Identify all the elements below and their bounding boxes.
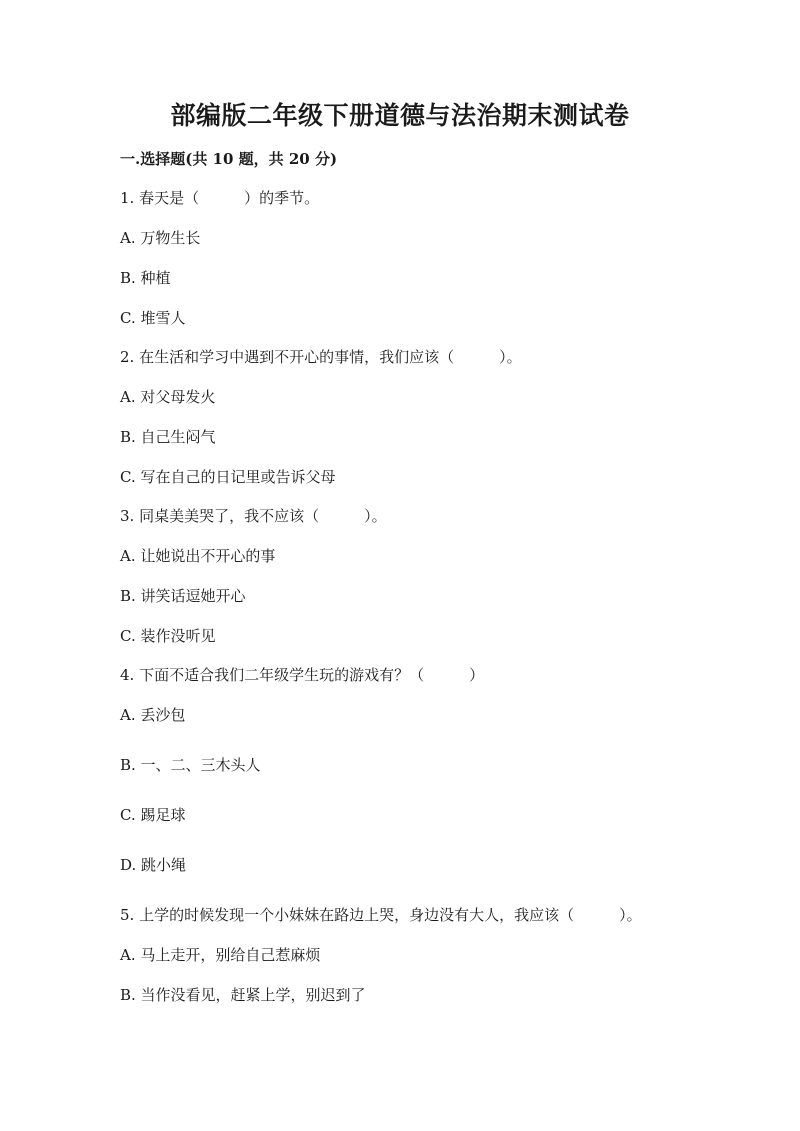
question-3-option-b: B. 讲笑话逗她开心 (120, 587, 246, 605)
question-2-option-b: B. 自己生闷气 (120, 428, 216, 446)
question-4-option-b: B. 一、二、三木头人 (120, 756, 261, 774)
question-2-option-c: C. 写在自己的日记里或告诉父母 (120, 468, 336, 486)
question-5-option-b: B. 当作没看见，赶紧上学，别迟到了 (120, 986, 366, 1004)
question-4-option-c: C. 踢足球 (120, 806, 186, 824)
question-1-option-c: C. 堆雪人 (120, 309, 186, 327)
question-2-option-a: A. 对父母发火 (120, 388, 216, 406)
question-3-option-a: A. 让她说出不开心的事 (120, 547, 276, 565)
section-heading: 一.选择题(共 10 题，共 20 分) (120, 150, 338, 168)
question-3-stem: 3. 同桌美美哭了，我不应该（ ）。 (120, 507, 387, 525)
question-4-option-d: D. 跳小绳 (120, 856, 187, 874)
question-1-stem: 1. 春天是（ ）的季节。 (120, 189, 320, 207)
document-title: 部编版二年级下册道德与法治期末测试卷 (170, 101, 630, 130)
question-5-stem: 5. 上学的时候发现一个小妹妹在路边上哭，身边没有大人，我应该（ ）。 (120, 906, 642, 924)
question-1-option-b: B. 种植 (120, 269, 171, 287)
question-5-option-a: A. 马上走开，别给自己惹麻烦 (120, 946, 321, 964)
question-1-option-a: A. 万物生长 (120, 229, 201, 247)
question-4-option-a: A. 丢沙包 (120, 706, 186, 724)
question-4-stem: 4. 下面不适合我们二年级学生玩的游戏有？（ ） (120, 666, 485, 684)
question-2-stem: 2. 在生活和学习中遇到不开心的事情，我们应该（ ）。 (120, 348, 522, 366)
question-3-option-c: C. 装作没听见 (120, 627, 216, 645)
